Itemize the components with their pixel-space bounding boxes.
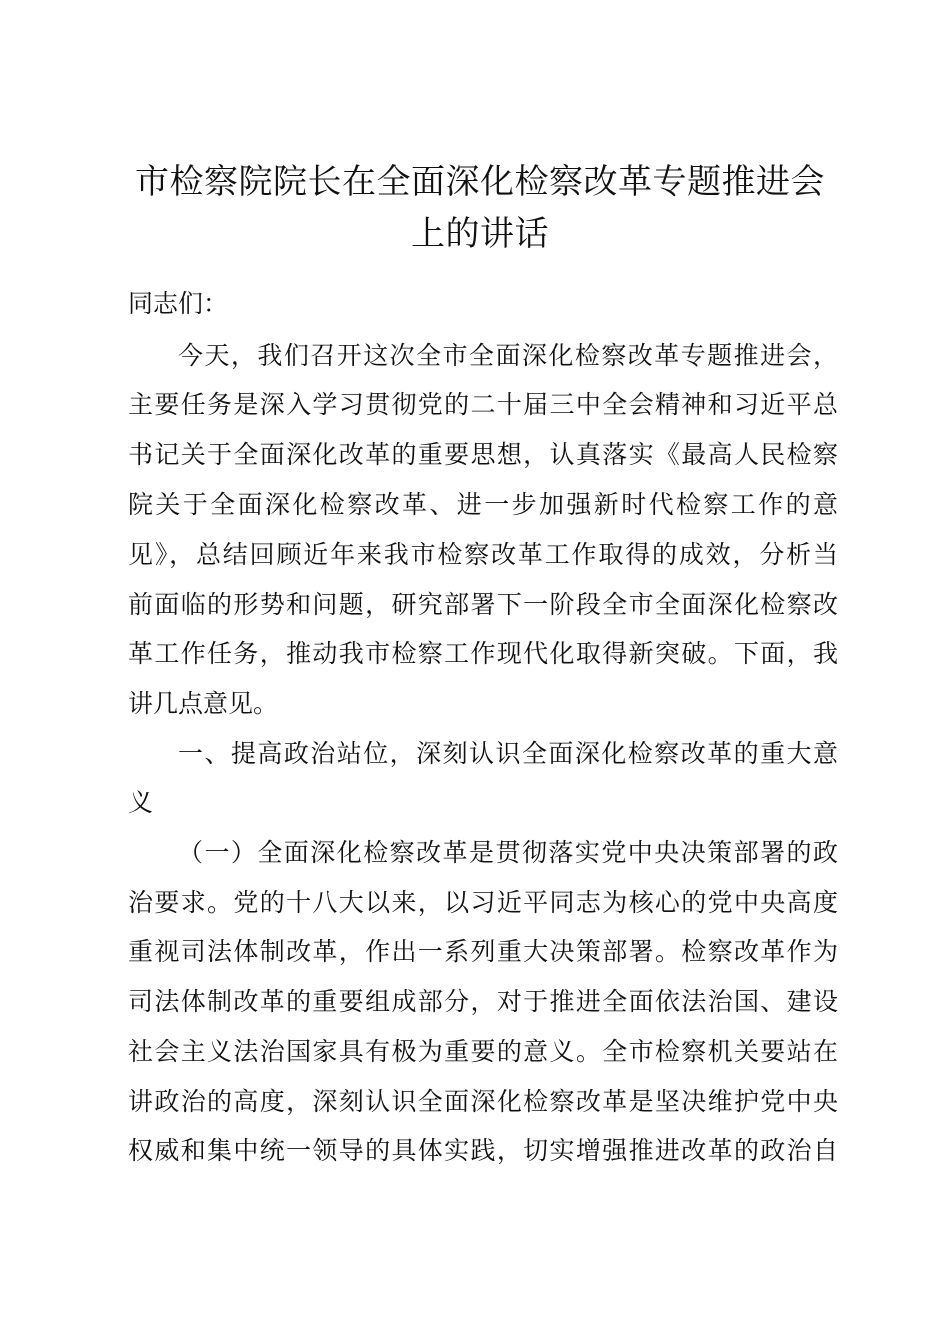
- paragraph-line: 前面临的形势和问题，研究部署下一阶段全市全面深化检察改: [128, 590, 838, 619]
- salutation: 同志们：: [128, 289, 229, 318]
- paragraph-line: 见》，总结回顾近年来我市检察改革工作取得的成效，分析当: [128, 540, 838, 569]
- paragraph-line: 今天，我们召开这次全市全面深化检察改革专题推进会，: [178, 341, 838, 370]
- paragraph-line: 院关于全面深化检察改革、进一步加强新时代检察工作的意: [128, 490, 838, 519]
- section-heading-line: 一、提高政治站位，深刻认识全面深化检察改革的重大意: [178, 739, 838, 768]
- document-title-line-2: 上的讲话: [411, 214, 549, 254]
- paragraph-line: 讲几点意见。: [128, 689, 279, 718]
- paragraph-line: 重视司法体制改革，作出一系列重大决策部署。检察改革作为: [128, 937, 838, 966]
- paragraph-line: 治要求。党的十八大以来，以习近平同志为核心的党中央高度: [128, 888, 838, 917]
- paragraph-line: 书记关于全面深化改革的重要思想，认真落实《最高人民检察: [128, 440, 838, 469]
- paragraph-line: 权威和集中统一领导的具体实践，切实增强推进改革的政治自: [128, 1136, 838, 1165]
- paragraph-line: 革工作任务，推动我市检察工作现代化取得新突破。下面，我: [128, 639, 838, 668]
- paragraph-line: 社会主义法治国家具有极为重要的意义。全市检察机关要站在: [128, 1037, 838, 1066]
- section-heading-line: 义: [128, 788, 154, 817]
- paragraph-line: 讲政治的高度，深刻认识全面深化检察改革是坚决维护党中央: [128, 1087, 838, 1116]
- paragraph-line: 主要任务是深入学习贯彻党的二十届三中全会精神和习近平总: [128, 390, 838, 419]
- paragraph-line: （一）全面深化检察改革是贯彻落实党中央决策部署的政: [178, 838, 838, 867]
- paragraph-line: 司法体制改革的重要组成部分，对于推进全面依法治国、建设: [128, 987, 838, 1016]
- document-title-line-1: 市检察院院长在全面深化检察改革专题推进会: [135, 162, 825, 202]
